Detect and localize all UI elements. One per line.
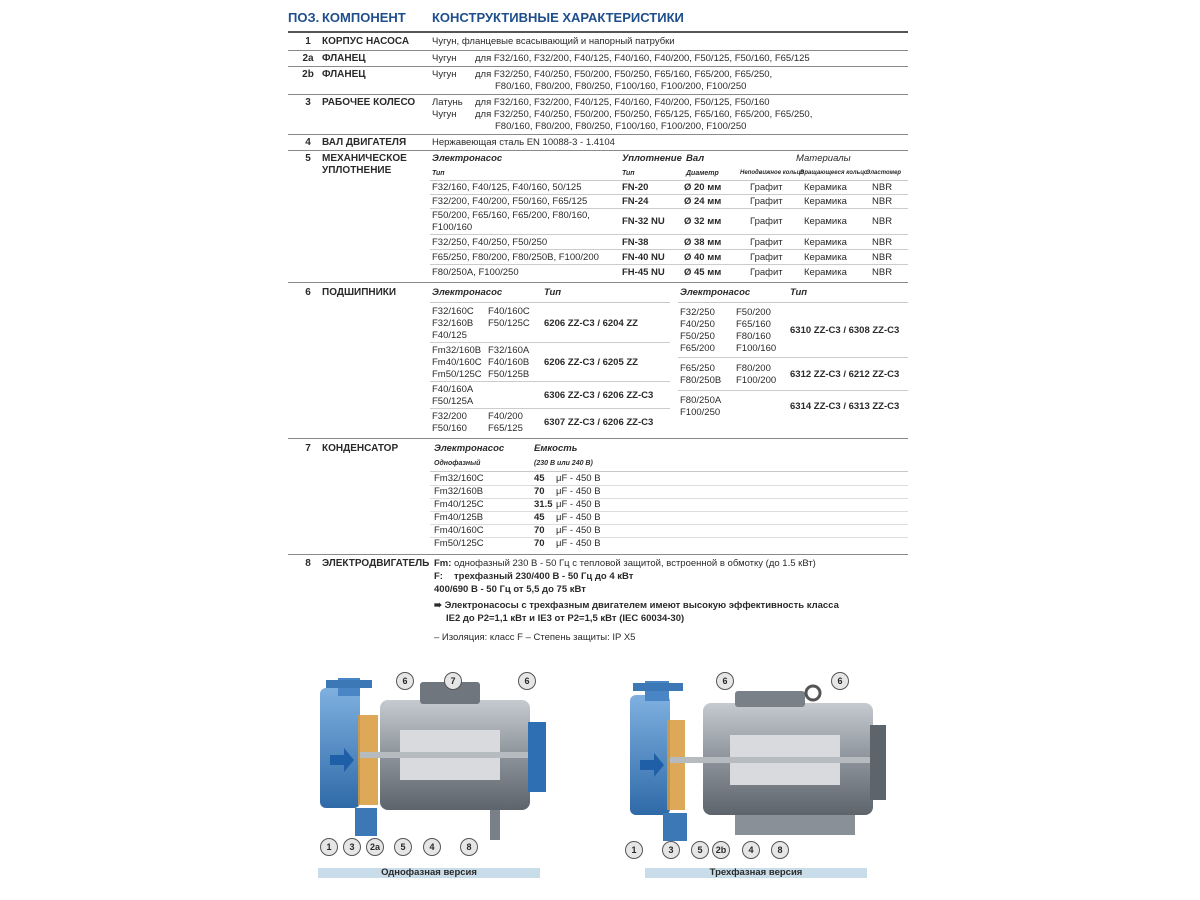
cap-value: 70 xyxy=(534,525,545,536)
pump-casing xyxy=(320,688,360,808)
seal-fixed: Графит xyxy=(750,196,783,207)
table-row xyxy=(678,305,908,358)
bearing-pump: Fm50/125C xyxy=(432,369,482,380)
bearing-pump: F40/160B xyxy=(488,357,530,368)
seal-pump: F65/250, F80/200, F80/250B, F100/200 xyxy=(432,252,599,263)
callout-2b: 2b xyxy=(712,841,730,859)
row-divider xyxy=(288,554,908,555)
seal-rot: Керамика xyxy=(804,196,847,207)
seal-s-type: Тип xyxy=(432,170,445,177)
row8-name: ЭЛЕКТРОДВИГАТЕЛЬ xyxy=(322,558,430,569)
header-characteristics: КОНСТРУКТИВНЫЕ ХАРАКТЕРИСТИКИ xyxy=(432,10,684,25)
seal-elast: NBR xyxy=(872,267,893,278)
bearing-pump: F40/200 xyxy=(488,411,523,422)
cap-pump: Fm32/160B xyxy=(434,486,484,497)
row-divider xyxy=(288,94,908,95)
seal-s-diam: Диаметр xyxy=(686,170,719,177)
cap-unit: μF - 450 В xyxy=(556,525,601,536)
row4-text: Нержавеющая сталь EN 10088-3 - 1.4104 xyxy=(432,137,615,148)
callout-6: 6 xyxy=(518,672,536,690)
fan-cover xyxy=(870,725,886,800)
cap-pump: Fm40/160C xyxy=(434,525,484,536)
row7-name: КОНДЕНСАТОР xyxy=(322,443,399,454)
bearing-pump: F50/200 xyxy=(736,307,771,318)
row6-pos: 6 xyxy=(305,287,311,298)
callout-1: 1 xyxy=(320,838,338,856)
cap-pump: Fm32/160C xyxy=(434,473,484,484)
pump-foot xyxy=(355,808,377,836)
row5-pos: 5 xyxy=(305,153,311,164)
seal-fixed: Графит xyxy=(750,182,783,193)
cap-unit: μF - 450 В xyxy=(556,486,601,497)
bearing-pump: F50/125C xyxy=(488,318,530,329)
bearing-pump: F32/160B xyxy=(432,318,474,329)
bearing-table-right xyxy=(678,305,908,425)
row1-text: Чугун, фланцевые всасывающий и напорный патрубки xyxy=(432,36,675,47)
table-row xyxy=(430,195,908,209)
caption-three-phase: Трехфазная версия xyxy=(645,868,867,878)
table-row xyxy=(430,235,908,250)
callout-3: 3 xyxy=(343,838,361,856)
bearing-pump: Fm40/160C xyxy=(432,357,482,368)
seal-elast: NBR xyxy=(872,196,893,207)
diagram-single-phase xyxy=(300,660,560,870)
seal-rot: Керамика xyxy=(804,182,847,193)
cap-value: 31.5 xyxy=(534,499,553,510)
callout-8: 8 xyxy=(771,841,789,859)
callout-6: 6 xyxy=(396,672,414,690)
seal-pump: F50/200, F65/160, F65/200, F80/160, xyxy=(432,210,590,221)
row2a-line1: для F32/160, F32/200, F40/125, F40/160, F40/200, F50/125, F50/160, F65/125 xyxy=(475,53,810,64)
bearing-pump: F100/160 xyxy=(736,343,777,354)
fan-cover xyxy=(528,722,546,792)
shaft xyxy=(360,752,545,758)
seal-s-elast: Эластомер xyxy=(866,170,902,176)
seal-type: FN-32 NU xyxy=(622,216,665,227)
row5-name2: УПЛОТНЕНИЕ xyxy=(322,165,392,176)
table-row xyxy=(430,473,908,486)
seal-type: FN-20 xyxy=(622,182,649,193)
table-row xyxy=(430,209,908,235)
pump-casing xyxy=(630,695,670,815)
motor-base xyxy=(735,815,855,835)
impeller xyxy=(358,715,378,805)
seal-s-fixed: Неподвижное кольцо xyxy=(740,170,805,176)
lifting-eye xyxy=(806,686,820,700)
seal-type: FN-40 NU xyxy=(622,252,665,263)
bearing-pump: F50/250 xyxy=(680,331,715,342)
bearing-pump: F32/200 xyxy=(432,411,467,422)
seal-diam: Ø 38 мм xyxy=(684,237,722,248)
cap-value: 45 xyxy=(534,512,545,523)
motor-f-text: трехфазный 230/400 В - 50 Гц до 4 кВт xyxy=(454,571,634,582)
table-row xyxy=(430,410,670,436)
row-divider xyxy=(430,471,908,472)
seal-diam: Ø 20 мм xyxy=(684,182,722,193)
pump-cutaway-image xyxy=(615,665,895,865)
seal-elast: NBR xyxy=(872,252,893,263)
row8-pos: 8 xyxy=(305,558,311,569)
bearing-type: 6310 ZZ-C3 / 6308 ZZ-C3 xyxy=(790,325,900,336)
row3-line2: для F32/250, F40/250, F50/200, F50/250, F65/125, F65/160, F65/200, F65/250, xyxy=(475,109,813,120)
motor-note2: IE2 до P2=1,1 кВт и IE3 от P2=1,5 кВт (IEC 60034-30) xyxy=(446,613,685,624)
table-row xyxy=(430,538,908,551)
bearing-pump: F100/250 xyxy=(680,407,721,418)
bearing-h-type: Тип xyxy=(544,287,562,298)
callout-3: 3 xyxy=(662,841,680,859)
seal-diam: Ø 40 мм xyxy=(684,252,722,263)
row3-pos: 3 xyxy=(305,97,311,108)
bearing-type: 6306 ZZ-C3 / 6206 ZZ-C3 xyxy=(544,390,654,401)
row3-line1: для F32/160, F32/200, F40/125, F40/160, F40/200, F50/125, F50/160 xyxy=(475,97,770,108)
bearing-pump: F40/160A xyxy=(432,384,474,395)
cap-h-pump: Электронасос xyxy=(434,443,505,454)
caption-single-phase: Однофазная версия xyxy=(318,868,540,878)
seal-rot: Керамика xyxy=(804,237,847,248)
cap-h-cap: Емкость xyxy=(534,443,578,454)
seal-fixed: Графит xyxy=(750,237,783,248)
seal-h-shaft: Вал xyxy=(686,153,705,164)
seal-pump: F80/250A, F100/250 xyxy=(432,267,519,278)
row2b-name: ФЛАНЕЦ xyxy=(322,69,366,80)
cap-unit: μF - 450 В xyxy=(556,538,601,549)
row5-name1: МЕХАНИЧЕСКОЕ xyxy=(322,153,407,164)
row-divider xyxy=(288,134,908,135)
seal-diam: Ø 45 мм xyxy=(684,267,722,278)
seal-pump-cont: F100/160 xyxy=(432,222,473,233)
row4-name: ВАЛ ДВИГАТЕЛЯ xyxy=(322,137,407,148)
table-row xyxy=(430,305,670,343)
row-divider xyxy=(288,50,908,51)
bearing-pump: F50/160 xyxy=(432,423,467,434)
callout-5: 5 xyxy=(691,841,709,859)
row2a-mat: Чугун xyxy=(432,53,457,64)
motor-note1: ➠ Электронасосы с трехфазным двигателем имеют высокую эффективность класса xyxy=(434,600,839,611)
seal-fixed: Графит xyxy=(750,267,783,278)
row2b-line2: F80/160, F80/200, F80/250, F100/160, F100/200, F100/250 xyxy=(495,81,747,92)
seal-rot: Керамика xyxy=(804,216,847,227)
flange-lip xyxy=(326,680,372,688)
callout-6: 6 xyxy=(716,672,734,690)
table-row xyxy=(430,250,908,265)
table-row xyxy=(430,383,670,409)
row-divider xyxy=(678,302,908,303)
bearing-pump: Fm32/160B xyxy=(432,345,482,356)
cap-unit: μF - 450 В xyxy=(556,512,601,523)
bearing-pump: F40/160C xyxy=(488,306,530,317)
motor-f-label: F: xyxy=(434,571,443,582)
motor-insulation: – Изоляция: класс F – Степень защиты: IP X5 xyxy=(434,632,636,643)
foot xyxy=(490,810,500,840)
seal-s-type2: Тип xyxy=(622,170,635,177)
cap-unit: μF - 450 В xyxy=(556,473,601,484)
row-divider xyxy=(288,150,908,151)
impeller xyxy=(667,720,685,810)
row2b-pos: 2b xyxy=(302,69,314,80)
seal-elast: NBR xyxy=(872,182,893,193)
row7-pos: 7 xyxy=(305,443,311,454)
callout-2a: 2a xyxy=(366,838,384,856)
bearing-type: 6206 ZZ-C3 / 6205 ZZ xyxy=(544,357,638,368)
cap-value: 70 xyxy=(534,486,545,497)
bearing-type: 6312 ZZ-C3 / 6212 ZZ-C3 xyxy=(790,369,900,380)
header-component: КОМПОНЕНТ xyxy=(322,10,406,25)
shaft xyxy=(670,757,882,763)
row-divider xyxy=(288,438,908,439)
seal-pump: F32/250, F40/250, F50/250 xyxy=(432,237,548,248)
seal-fixed: Графит xyxy=(750,216,783,227)
seal-h-pump: Электронасос xyxy=(432,153,503,164)
cap-s-phase: Однофазный xyxy=(434,460,481,467)
seal-rot: Керамика xyxy=(804,252,847,263)
callout-4: 4 xyxy=(742,841,760,859)
diagram-three-phase xyxy=(615,665,895,865)
cap-pump: Fm50/125C xyxy=(434,538,484,549)
bearing-pump: F80/160 xyxy=(736,331,771,342)
table-row xyxy=(430,486,908,499)
row-divider xyxy=(288,66,908,67)
row2a-name: ФЛАНЕЦ xyxy=(322,53,366,64)
bearing-pump: F100/200 xyxy=(736,375,777,386)
seal-rot: Керамика xyxy=(804,267,847,278)
bearing-pump: F80/200 xyxy=(736,363,771,374)
bearing-h-pump: Электронасос xyxy=(432,287,503,298)
seal-diam: Ø 32 мм xyxy=(684,216,722,227)
seal-pump: F32/200, F40/200, F50/160, F65/125 xyxy=(432,196,588,207)
cap-value: 45 xyxy=(534,473,545,484)
row3-name: РАБОЧЕЕ КОЛЕСО xyxy=(322,97,416,108)
table-row xyxy=(430,525,908,538)
bearing-h-type-r: Тип xyxy=(790,287,808,298)
cap-pump: Fm40/125B xyxy=(434,512,484,523)
callout-4: 4 xyxy=(423,838,441,856)
cap-unit: μF - 450 В xyxy=(556,499,601,510)
bearing-table-left xyxy=(430,305,670,437)
bearing-pump: F32/250 xyxy=(680,307,715,318)
seal-elast: NBR xyxy=(872,216,893,227)
bearing-pump: F32/160A xyxy=(488,345,530,356)
bearing-pump: F32/160C xyxy=(432,306,474,317)
bearing-pump: F65/125 xyxy=(488,423,523,434)
bearing-pump: F40/125 xyxy=(432,330,467,341)
motor-fm-text: однофазный 230 В - 50 Гц с тепловой защитой, встроенной в обмотку (до 1.5 кВт) xyxy=(454,558,816,569)
row1-name: КОРПУС НАСОСА xyxy=(322,36,410,47)
seal-h-materials: Материалы xyxy=(796,153,851,164)
bearing-type: 6206 ZZ-C3 / 6204 ZZ xyxy=(544,318,638,329)
bearing-type: 6307 ZZ-C3 / 6206 ZZ-C3 xyxy=(544,417,654,428)
row3-line3: F80/160, F80/200, F80/250, F100/160, F100/200, F100/250 xyxy=(495,121,747,132)
callout-6: 6 xyxy=(831,672,849,690)
table-row xyxy=(430,499,908,512)
seal-diam: Ø 24 мм xyxy=(684,196,722,207)
bearing-pump: F50/125B xyxy=(488,369,530,380)
cap-pump: Fm40/125C xyxy=(434,499,484,510)
cap-s-volt: (230 В или 240 В) xyxy=(534,460,593,467)
row4-pos: 4 xyxy=(305,137,311,148)
cap-value: 70 xyxy=(534,538,545,549)
bearing-h-pump-r: Электронасос xyxy=(680,287,751,298)
row1-pos: 1 xyxy=(305,36,311,47)
flange-lip xyxy=(633,683,683,691)
row-divider xyxy=(288,282,908,283)
seal-type: FN-24 xyxy=(622,196,649,207)
seal-type: FH-45 NU xyxy=(622,267,665,278)
row2a-pos: 2a xyxy=(302,53,314,64)
seal-fixed: Графит xyxy=(750,252,783,263)
seal-type: FN-38 xyxy=(622,237,649,248)
seal-pump: F32/160, F40/125, F40/160, 50/125 xyxy=(432,182,582,193)
terminal-box xyxy=(735,691,805,707)
bearing-pump: F80/250B xyxy=(680,375,722,386)
bearing-type: 6314 ZZ-C3 / 6313 ZZ-C3 xyxy=(790,401,900,412)
bearing-pump: F65/160 xyxy=(736,319,771,330)
bearing-pump: F40/250 xyxy=(680,319,715,330)
row-divider xyxy=(430,302,670,303)
bearing-pump: F80/250A xyxy=(680,395,722,406)
table-row xyxy=(430,181,908,195)
callout-5: 5 xyxy=(394,838,412,856)
table-row xyxy=(430,265,908,280)
row2b-mat: Чугун xyxy=(432,69,457,80)
motor-fm-label: Fm: xyxy=(434,558,452,569)
row3-mat2: Чугун xyxy=(432,109,457,120)
table-row xyxy=(430,344,670,382)
seal-h-seal: Уплотнение xyxy=(622,153,682,164)
header-rule xyxy=(288,31,908,33)
row2b-line1: для F32/250, F40/250, F50/200, F50/250, F65/160, F65/200, F65/250, xyxy=(475,69,773,80)
seal-s-rot: Вращающееся кольцо xyxy=(800,170,868,176)
callout-7: 7 xyxy=(444,672,462,690)
table-row xyxy=(678,393,908,423)
row6-name: ПОДШИПНИКИ xyxy=(322,287,397,298)
bearing-pump: F65/250 xyxy=(680,363,715,374)
callout-1: 1 xyxy=(625,841,643,859)
bearing-pump: F50/125A xyxy=(432,396,474,407)
table-row xyxy=(678,361,908,391)
bearing-pump: F65/200 xyxy=(680,343,715,354)
table-row xyxy=(430,512,908,525)
pump-foot xyxy=(663,813,687,841)
motor-f-text2: 400/690 В - 50 Гц от 5,5 до 75 кВт xyxy=(434,584,586,595)
seal-elast: NBR xyxy=(872,237,893,248)
row3-mat1: Латунь xyxy=(432,97,463,108)
callout-8: 8 xyxy=(460,838,478,856)
header-pos: ПОЗ. xyxy=(288,10,320,25)
